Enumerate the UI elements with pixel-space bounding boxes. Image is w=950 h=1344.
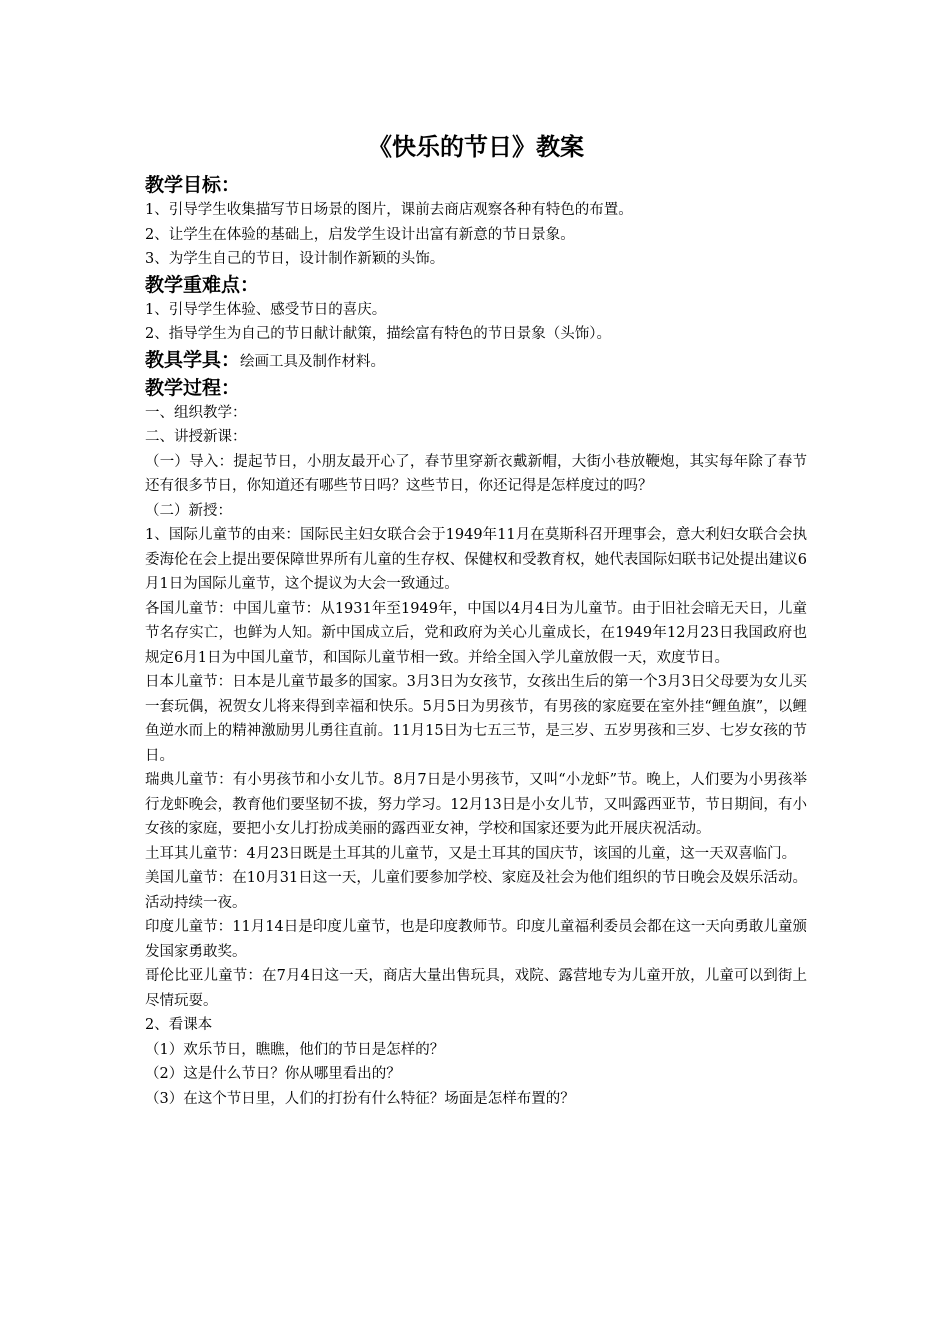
process-paragraph-15: （2）这是什么节日？你从哪里看出的？ [145, 1066, 401, 1082]
document-page [145, 130, 807, 1111]
objectives-heading: 教学目标： [145, 174, 241, 196]
process-paragraph-11: 印度儿童节：11月14日是印度儿童节，也是印度教师节。印度儿童福利委员会都在这一天向勇敢儿童颁发国家勇敢奖。 [145, 919, 807, 960]
process-paragraph-13: 2、看课本 [145, 1017, 213, 1033]
key-point-item-2: 2、指导学生为自己的节日献计献策，描绘富有特色的节日景象（头饰）。 [145, 326, 611, 342]
process-paragraph-9: 土耳其儿童节：4月23日既是土耳其的儿童节，又是土耳其的国庆节，该国的儿童，这一天双喜临门。 [145, 845, 797, 862]
process-paragraph-10: 美国儿童节：在10月31日这一天，儿童们要参加学校、家庭及社会为他们组织的节日晚会及娱乐活动。活动持续一夜。 [145, 870, 807, 911]
process-paragraph-16: （3）在这个节日里，人们的打扮有什么特征？场面是怎样布置的？ [145, 1090, 575, 1107]
objective-item-2: 2、让学生在体验的基础上，启发学生设计出富有新意的节日景象。 [145, 226, 575, 243]
tools-text: 绘画工具及制作材料。 [240, 353, 386, 370]
process-paragraph-12: 哥伦比亚儿童节：在7月4日这一天，商店大量出售玩具，戏院、露营地专为儿童开放，儿童可以到街上尽情玩耍。 [145, 968, 807, 1009]
process-paragraph-14: （1）欢乐节日，瞧瞧，他们的节日是怎样的？ [145, 1041, 445, 1058]
process-paragraph-8: 瑞典儿童节：有小男孩节和小女儿节。8月7日是小男孩节，又叫“小龙虾”节。晚上，人们要为小男孩举行龙虾晚会，教育他们要坚韧不拔，努力学习。12月13日是小女儿节，又叫露西亚节，节日期间，有小女孩的家庭，要把小女儿打扮成美丽的露西亚女神，学校和国家还要为此开展庆祝活动。 [145, 772, 807, 837]
process-heading: 教学过程： [145, 376, 241, 399]
process-paragraph-3: （一）导入：提起节日，小朋友最开心了，春节里穿新衣戴新帽，大街小巷放鞭炮，其实每年除了春节还有很多节日，你知道还有哪些节日吗？这些节日，你还记得是怎样度过的吗？ [145, 453, 807, 494]
process-paragraph-6: 各国儿童节：中国儿童节：从1931年至1949年，中国以4月4日为儿童节。由于旧社会暗无天日，儿童节名存实亡，也鲜为人知。新中国成立后，党和政府为关心儿童成长，在1949年12月23日我国政府也规定6月1日为中国儿童节，和国际儿童节相一致。并给全国入学儿童放假一天，欢度节日。 [145, 600, 807, 666]
process-paragraph-1: 一、组织教学： [145, 404, 247, 421]
tools-heading: 教具学具： [145, 348, 241, 371]
key-point-item-1: 1、引导学生体验、感受节日的喜庆。 [145, 301, 387, 318]
objective-item-1: 1、引导学生收集描写节日场景的图片，课前去商店观察各种有特色的布置。 [145, 202, 633, 218]
tools-line [145, 347, 807, 375]
key-points-heading: 教学重难点： [145, 273, 260, 296]
objective-item-3: 3、为学生自己的节日，设计制作新颖的头饰。 [145, 251, 445, 267]
process-paragraph-5: 1、国际儿童节的由来：国际民主妇女联合会于1949年11月在莫斯科召开理事会，意大利妇女联合会执委海伦在会上提出要保障世界所有儿童的生存权、保健权和受教育权，她代表国际妇联书记处提出建议6月1日为国际儿童节，这个提议为大会一致通过。 [145, 527, 807, 592]
document-title: 《快乐的节日》教案 [368, 133, 584, 161]
process-paragraph-2: 二、讲授新课： [145, 429, 247, 445]
process-paragraph-4: （二）新授： [145, 502, 232, 519]
process-paragraph-7: 日本儿童节：日本是儿童节最多的国家。3月3日为女孩节，女孩出生后的第一个3月3日父母要为女儿买一套玩偶，祝贺女儿将来得到幸福和快乐。5月5日为男孩节，有男孩的家庭要在室外挂“鲤鱼旗”，以鲤鱼逆水而上的精神激励男儿勇往直前。11月15日为七五三节，是三岁、五岁男孩和三岁、七岁女孩的节日。 [145, 674, 807, 764]
